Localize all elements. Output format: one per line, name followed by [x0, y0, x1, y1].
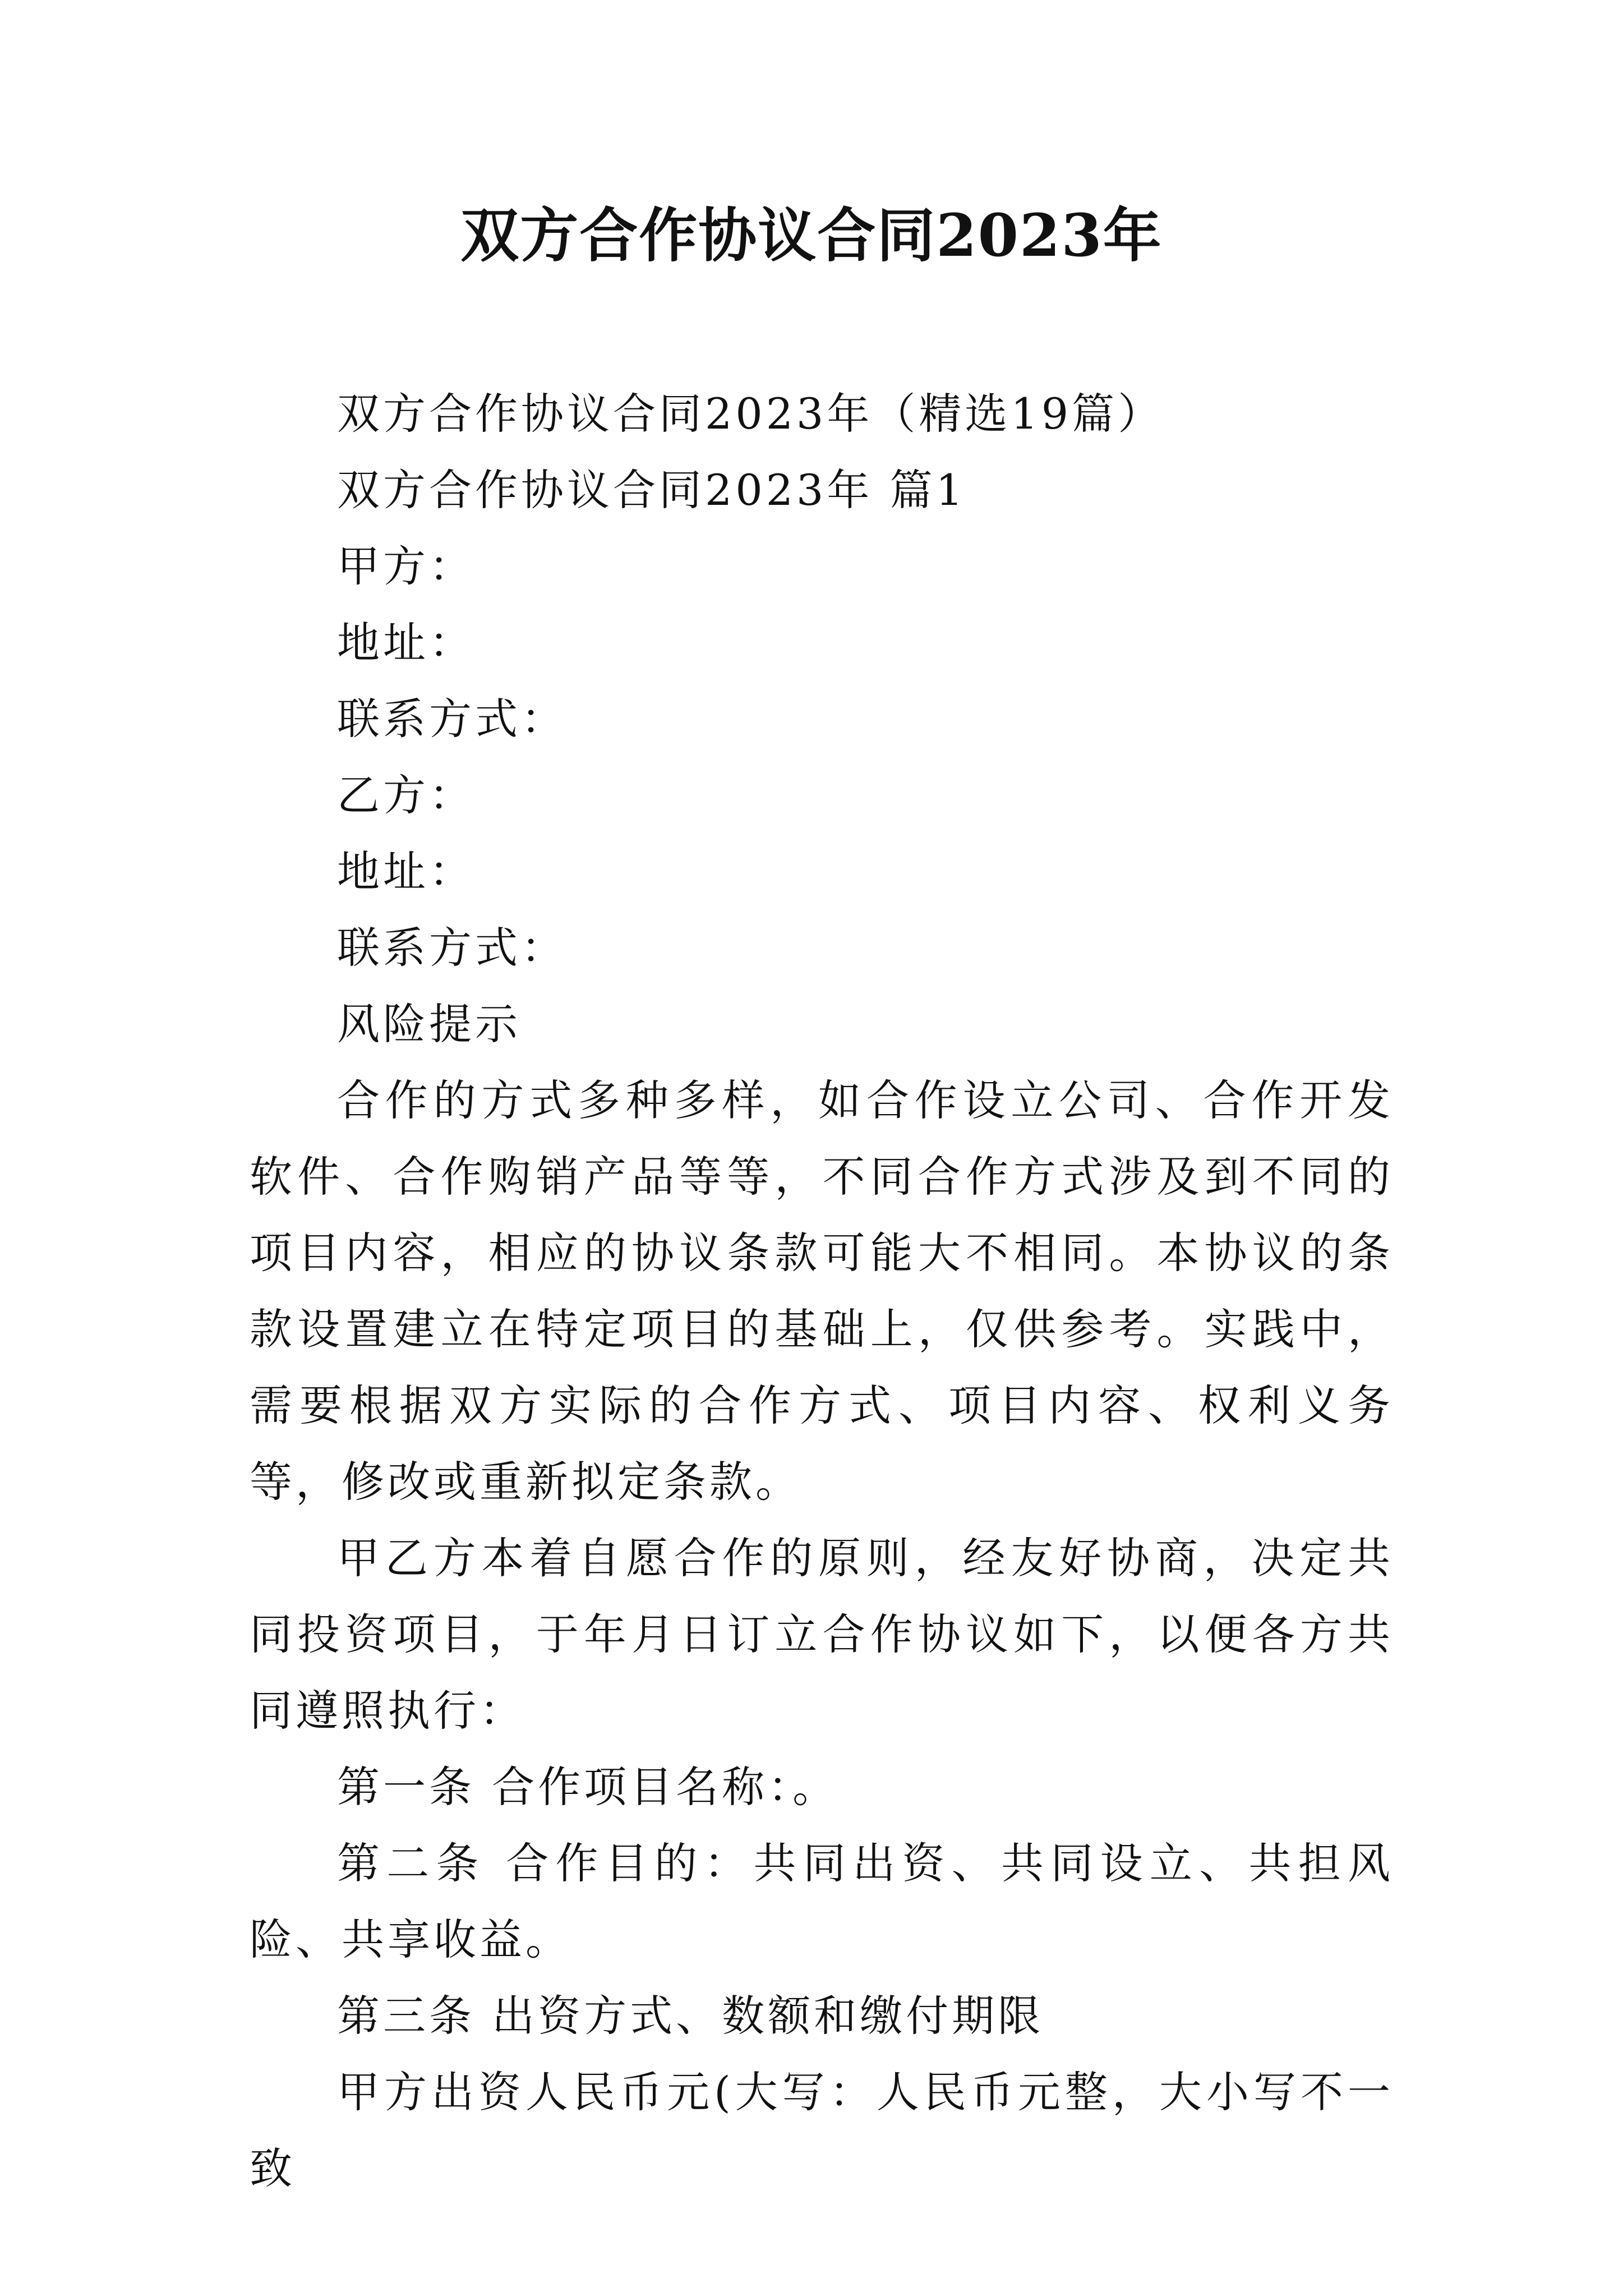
party-a-contact-label: 联系方式： [337, 694, 567, 744]
article-2: 第二条 合作目的：共同出资、共同设立、共担风险、共享收益。 [250, 1838, 1394, 1964]
party-b-contact-label: 联系方式： [337, 923, 567, 973]
risk-notice-heading: 风险提示 [337, 999, 521, 1049]
risk-notice-paragraph: 合作的方式多种多样，如合作设立公司、合作开发软件、合作购销产品等等，不同合作方式涉及到不同的项目内容，相应的协议条款可能大不相同。本协议的条款设置建立在特定项目的基础上，仅供参考。实践中，需要根据双方实际的合作方式、项目内容、权利义务等，修改或重新拟定条款。 [250, 1075, 1394, 1507]
document-subtitle: 双方合作协议合同2023年（精选19篇） [337, 389, 1164, 439]
article-3-party-a-capital: 甲方出资人民币元(大写：人民币元整，大小写不一致 [250, 2067, 1394, 2193]
document-title: 双方合作协议合同2023年 [460, 201, 1163, 270]
party-a-address-label: 地址： [337, 618, 475, 668]
party-b-address-label: 地址： [337, 846, 475, 896]
document-body [250, 376, 1394, 2207]
party-b-label: 乙方： [337, 770, 475, 820]
article-1: 第一条 合作项目名称：。 [337, 1762, 839, 1812]
party-a-label: 甲方： [337, 541, 475, 591]
article-3: 第三条 出资方式、数额和缴付期限 [337, 1991, 1044, 2041]
preamble-paragraph: 甲乙方本着自愿合作的原则，经友好协商，决定共同投资项目，于年月日订立合作协议如下，以便各方共同遵照执行： [250, 1533, 1394, 1736]
section-heading: 双方合作协议合同2023年 篇1 [337, 465, 966, 515]
